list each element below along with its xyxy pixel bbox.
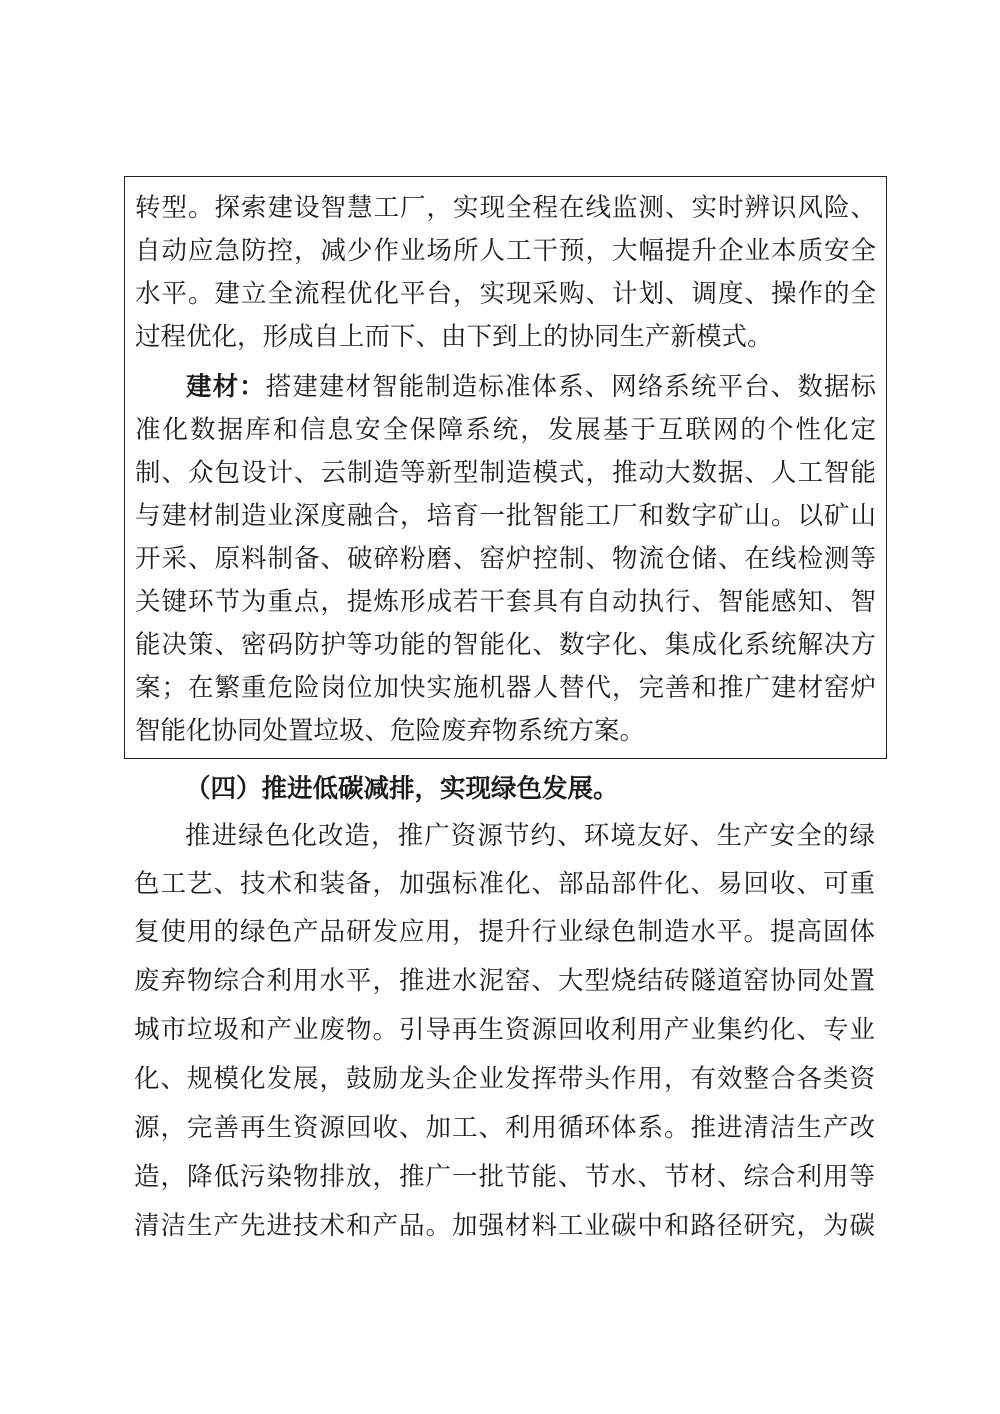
industry-label-building-materials: 建材： xyxy=(186,372,266,402)
box-para2-line: 准化数据库和信息安全保障系统，发展基于互联网的个性化定 xyxy=(135,415,876,445)
section-heading: （四）推进低碳减排，实现绿色发展。 xyxy=(185,774,619,804)
body-line: 推进绿色化改造，推广资源节约、环境友好、生产安全的绿 xyxy=(185,821,875,851)
box-para1-line: 转型。探索建设智慧工厂，实现全程在线监测、实时辨识风险、 xyxy=(135,193,876,223)
body-line: 复使用的绿色产品研发应用，提升行业绿色制造水平。提高固体 xyxy=(134,917,875,947)
box-para2-line: 案；在繁重危险岗位加快实施机器人替代，完善和推广建材窑炉 xyxy=(135,673,876,703)
box-para2-line: 制、众包设计、云制造等新型制造模式，推动大数据、人工智能 xyxy=(135,458,876,488)
box-para2-line: 关键环节为重点，提炼形成若干套具有自动执行、智能感知、智 xyxy=(135,587,876,617)
box-para1-line: 过程优化，形成自上而下、由下到上的协同生产新模式。 xyxy=(135,322,773,352)
box-para2-first-line xyxy=(186,367,876,407)
body-line: 废弃物综合利用水平，推进水泥窑、大型烧结砖隧道窑协同处置 xyxy=(134,966,875,996)
box-para2-first-text: 搭建建材智能制造标准体系、网络系统平台、数据标 xyxy=(265,372,876,402)
body-line: 源，完善再生资源回收、加工、利用循环体系。推进清洁生产改 xyxy=(134,1113,875,1143)
body-line: 造，降低污染物排放，推广一批节能、节水、节材、综合利用等 xyxy=(134,1162,875,1192)
box-para2-line: 智能化协同处置垃圾、危险废弃物系统方案。 xyxy=(135,716,646,746)
body-line: 城市垃圾和产业废物。引导再生资源回收利用产业集约化、专业 xyxy=(134,1015,875,1045)
body-line: 清洁生产先进技术和产品。加强材料工业碳中和路径研究，为碳 xyxy=(134,1211,875,1241)
box-para2-line: 开采、原料制备、破碎粉磨、窑炉控制、物流仓储、在线检测等 xyxy=(135,544,876,574)
box-para1-line: 自动应急防控，减少作业场所人工干预，大幅提升企业本质安全 xyxy=(135,236,876,266)
body-line: 化、规模化发展，鼓励龙头企业发挥带头作用，有效整合各类资 xyxy=(134,1064,875,1094)
box-para1-line: 水平。建立全流程优化平台，实现采购、计划、调度、操作的全 xyxy=(135,279,876,309)
body-line: 色工艺、技术和装备，加强标准化、部品部件化、易回收、可重 xyxy=(134,869,875,899)
box-para2-line: 能决策、密码防护等功能的智能化、数字化、集成化系统解决方 xyxy=(135,630,876,660)
boxed-text-panel xyxy=(124,176,887,759)
box-para2-line: 与建材制造业深度融合，培育一批智能工厂和数字矿山。以矿山 xyxy=(135,501,876,531)
